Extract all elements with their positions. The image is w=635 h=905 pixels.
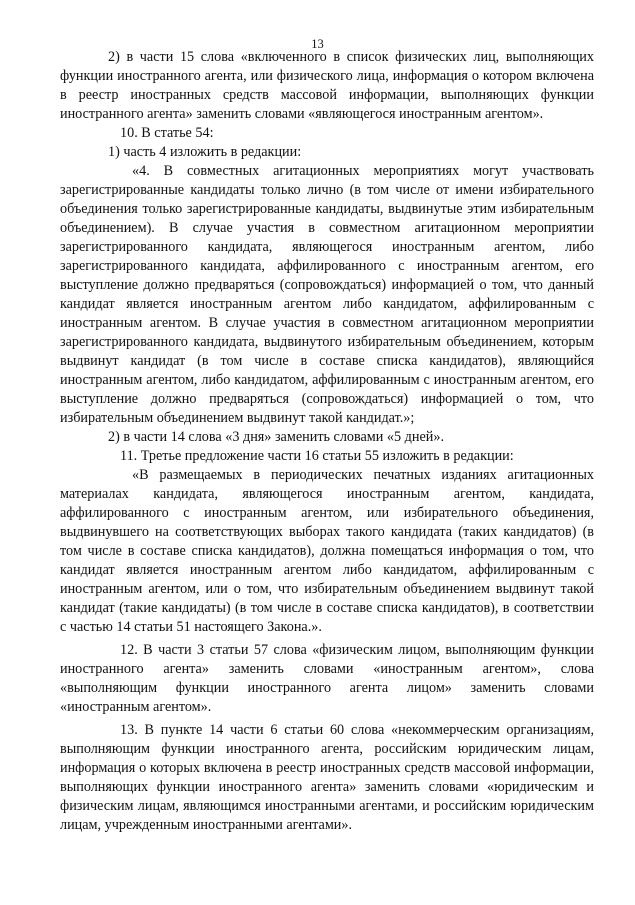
paragraph-article-12: 12. В части 3 статьи 57 слова «физическим лицом, выполняющим функции иностранного агента» заменить словами «иностранным агентом», слова «выполняющим функции иностранного агента лицом» заменить словами «иностранным агентом». [60,642,594,715]
document-body [60,48,594,835]
paragraph-quoted-part-16: «В размещаемых в периодических печатных изданиях агитационных материалах кандидата, являющегося иностранным агентом, кандидата, аффилированного с иностранным агентом, или избирательного объединения, выдвинувшего на соответствующих выборах такого кандидата (таких кандидатов) (в том числе в составе списка кандидатов), должна помещаться информация о том, что кандидат является иностранным агентом либо кандидатом, аффилированным с иностранным агентом, или о том, что избирательным объединением выдвинут такой кандидат (такие кандидаты) (в том числе в составе списка кандидатов), в соответствии с частью 14 статьи 51 настоящего Закона.». [60,467,594,635]
page-number: 13 [311,37,324,51]
paragraph-item-1: 1) часть 4 изложить в редакции: [108,144,302,160]
paragraph-article-10: 10. В статье 54: [120,125,214,141]
paragraph-item-2: 2) в части 15 слова «включенного в список физических лиц, выполняющих функции иностранного агента, или физического лица, информация о котором включена в реестр иностранных средств массовой информации, выполняющих функции иностранного агента» заменить словами «являющегося иностранным агентом». [60,49,594,122]
paragraph-item-2-part-14: 2) в части 14 слова «3 дня» заменить словами «5 дней». [108,429,445,445]
paragraph-article-13: 13. В пункте 14 части 6 статьи 60 слова «некоммерческим организациям, выполняющим функции иностранного агента, российским юридическим лицам, информация о которых включена в реестр иностранных средств массовой информации, выполняющих функции иностранного агента» заменить словами «юридическим и физическим лицам, являющимся иностранными агентами, и российским юридическим лицам, учрежденным иностранными агентами». [60,722,594,833]
paragraph-quoted-part-4: «4. В совместных агитационных мероприятиях могут участвовать зарегистрированные кандидаты только лично (в том числе от имени избирательного объединения только зарегистрированные кандидаты, выдвинутые этим избирательным объединением). В случае участия в совместном агитационном мероприятии зарегистрированного кандидата, являющегося иностранным агентом, либо зарегистрированного кандидата, аффилированного с иностранным агентом, его выступление должно предваряться (сопровождаться) информацией о том, что данный кандидат является иностранным агентом либо кандидатом, аффилированным с иностранным агентом. В случае участия в совместном агитационном мероприятии зарегистрированного кандидата, выдвинутого избирательным объединением, которым выдвинут кандидат (в том числе в составе списка кандидатов), являющийся иностранным агентом, либо кандидатом, аффилированным с иностранным агентом, его выступление должно предваряться (сопровождаться) информацией о том, что избирательным объединением выдвинут такой кандидат.»; [60,163,594,426]
paragraph-article-11: 11. Третье предложение части 16 статьи 55 изложить в редакции: [120,448,514,464]
